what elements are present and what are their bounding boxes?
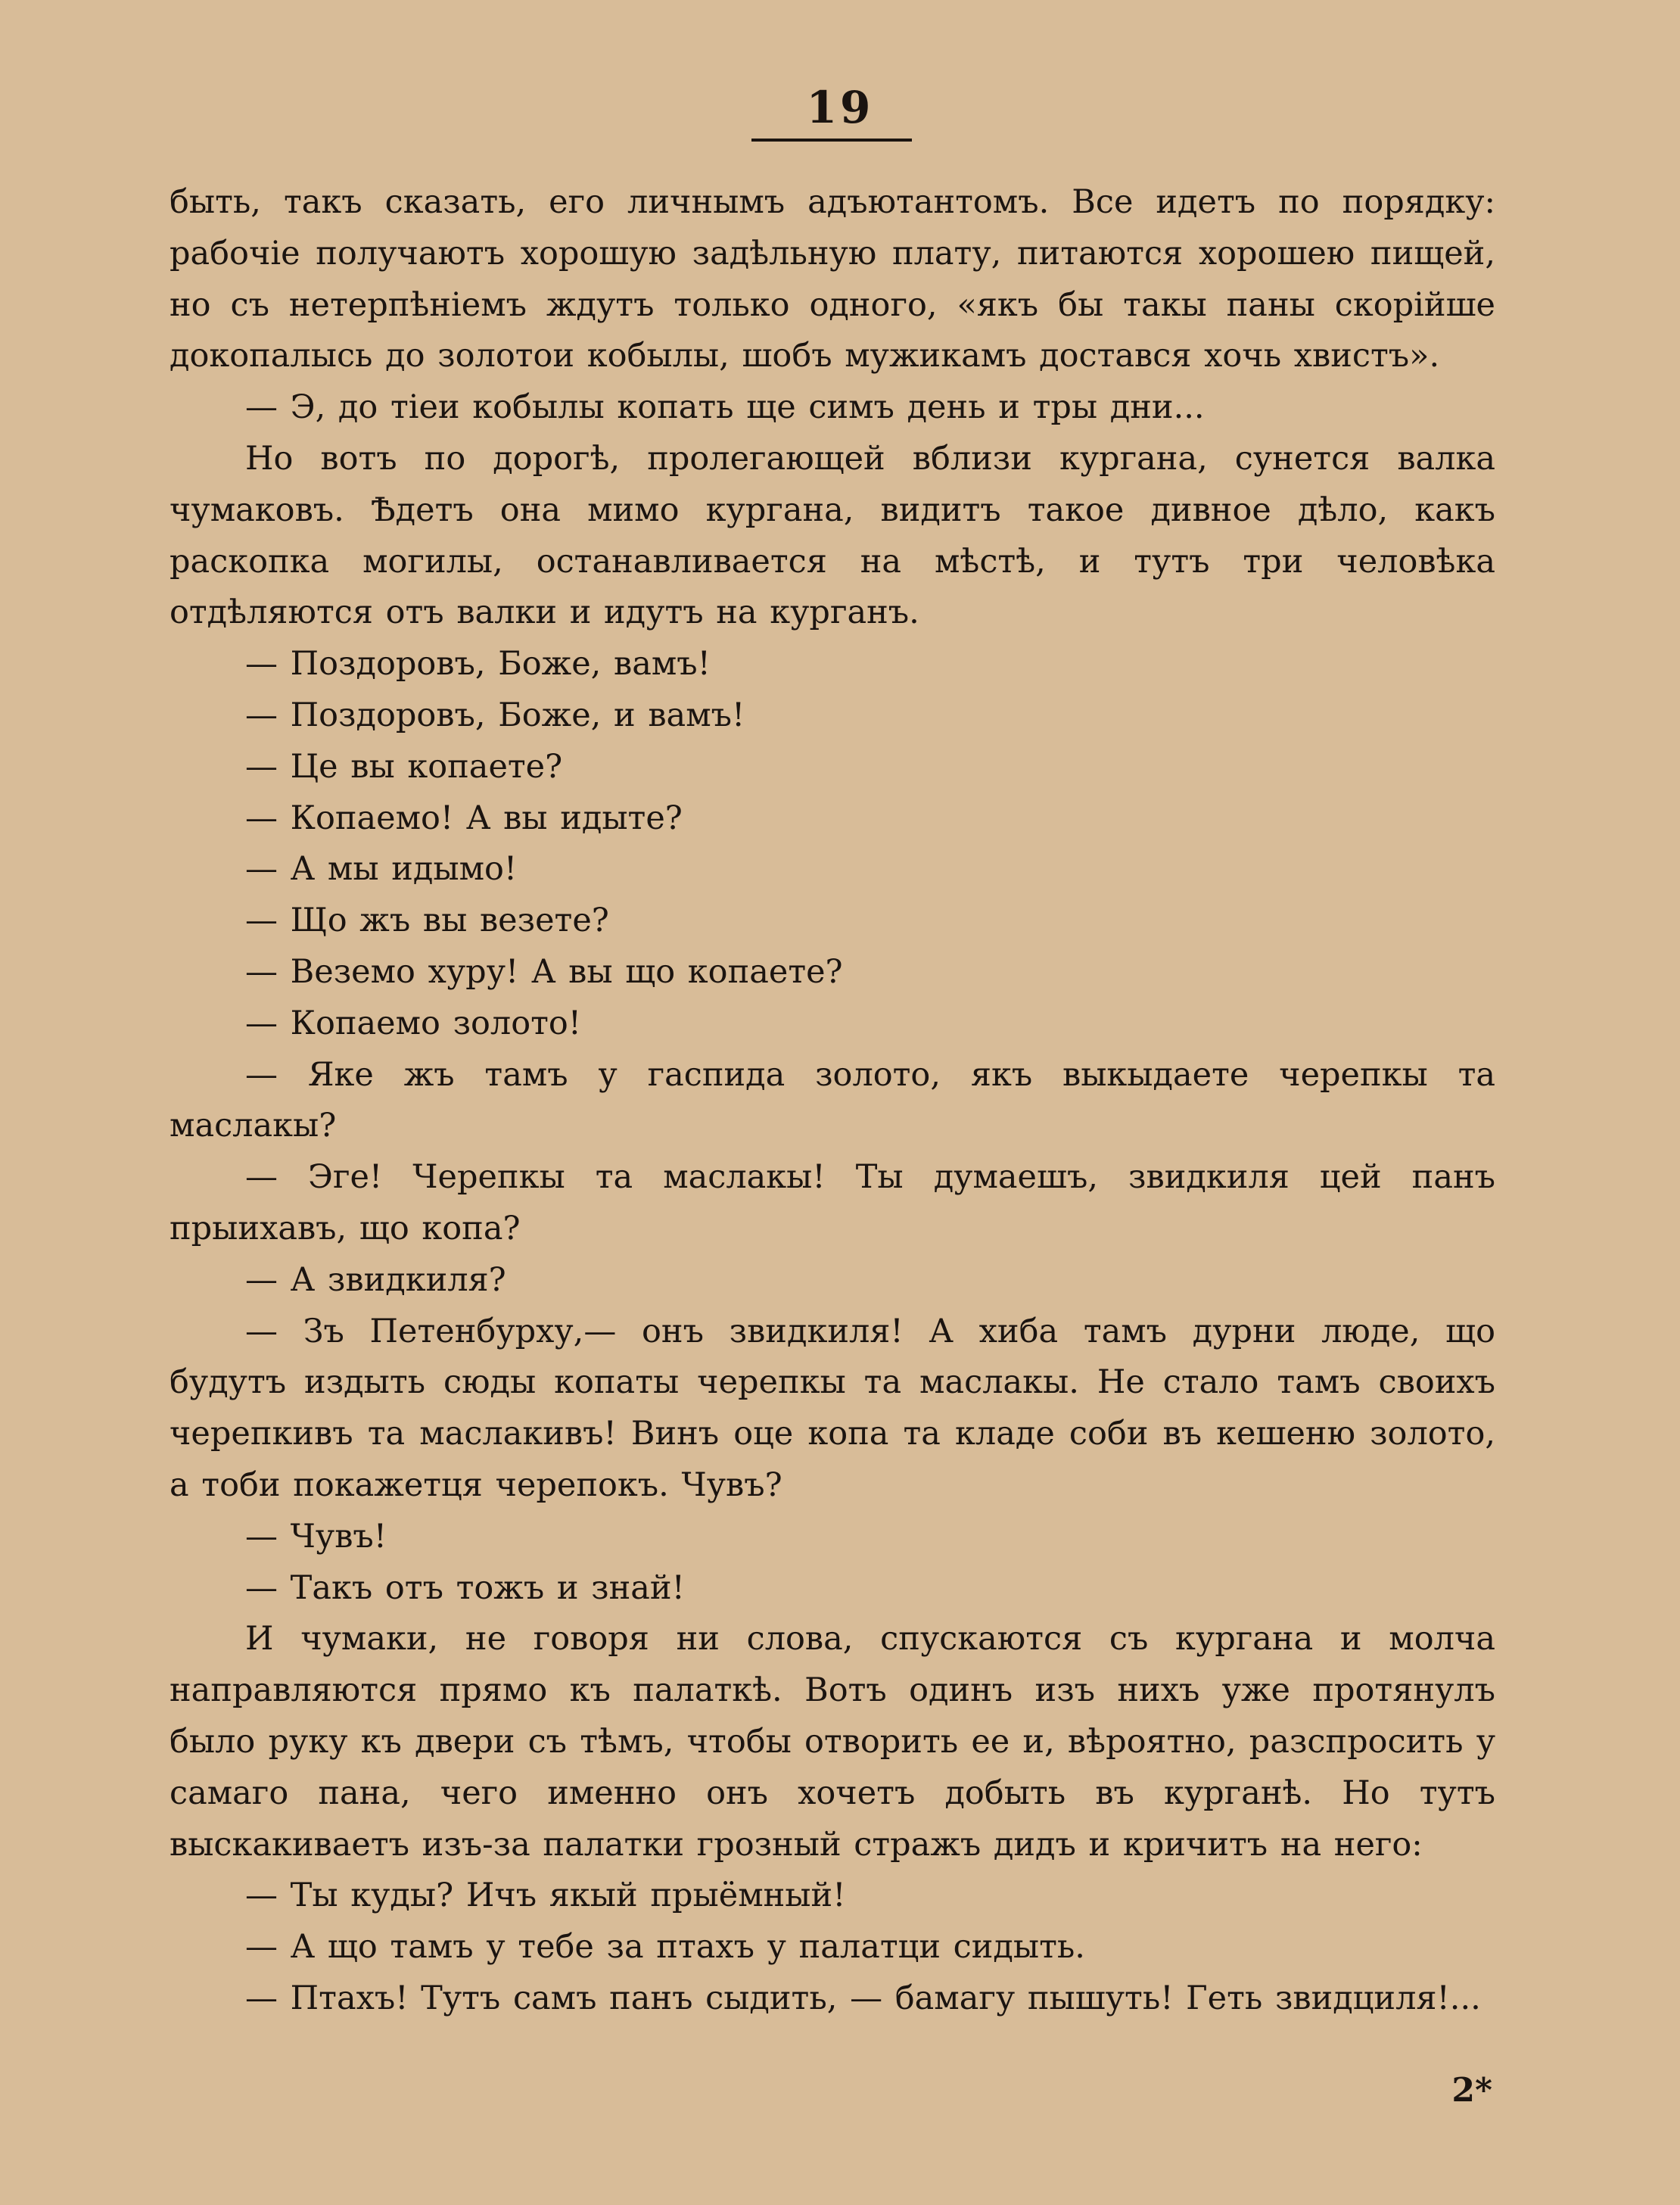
dialogue-line: — Э, до тіеи кобылы копать ще симъ день и тры дни...	[245, 388, 1205, 427]
dialogue-line: — Ты куды? Ичъ якый прыёмный!	[245, 1876, 846, 1915]
dialogue-line: — Веземо хуру! А вы що копаете?	[245, 952, 843, 991]
dialogue-line: — Эге! Черепкы та маслакы! Ты думаешъ, звидкиля цей панъ прыихавъ, що копа?	[170, 1158, 1495, 1247]
dialogue-line: — Такъ отъ тожъ и знай!	[245, 1568, 685, 1607]
page-number: 19	[806, 82, 874, 133]
dialogue-line: — А звидкиля?	[245, 1260, 506, 1299]
dialogue-line: — Зъ Петенбурху,— онъ звидкиля! А хиба тамъ дурни люде, що будутъ издыть сюды копаты черепкы та маслакы. Не стало тамъ своихъ черепкивъ та маслакивъ! Винъ оце копа та кладе соби въ кешеню золото, а тоби покажетця черепокъ. Чувъ?	[170, 1312, 1495, 1504]
dialogue-line: — Копаемо золото!	[245, 1004, 582, 1042]
dialogue-line: — Це вы копаете?	[245, 747, 563, 786]
dialogue-line: — Поздоровъ, Боже, и вамъ!	[245, 696, 745, 734]
dialogue-line: — Поздоровъ, Боже, вамъ!	[245, 645, 711, 684]
dialogue-line: — Чувъ!	[245, 1517, 387, 1556]
dialogue-line: — Птахъ! Тутъ самъ панъ сыдить, — бамагу пышуть! Геть звидциля!...	[245, 1979, 1481, 2017]
dialogue-line: — Що жъ вы везете?	[245, 902, 609, 940]
page-number-rule	[751, 139, 912, 142]
body-text	[170, 177, 1495, 2025]
paragraph: Но вотъ по дорогѣ, пролегающей вблизи кургана, сунется валка чумаковъ. Ѣдетъ она мимо кургана, видитъ такое дивное дѣло, какъ раскопка могилы, останавливается на мѣстѣ, и тутъ три человѣка отдѣляются отъ валки и идутъ на курганъ.	[170, 439, 1495, 632]
paragraph: И чумаки, не говоря ни слова, спускаются съ кургана и молча направляются прямо къ палаткѣ. Вотъ одинъ изъ нихъ уже протянулъ было руку къ двери съ тѣмъ, чтобы отворить ее и, вѣроятно, разспросить у самаго пана, чего именно онъ хочетъ добыть въ курганѣ. Но тутъ выскакиваетъ изъ-за палатки грозный стражъ дидъ и кричитъ на него:	[170, 1620, 1495, 1864]
dialogue-line: — Копаемо! А вы идыте?	[245, 799, 683, 837]
dialogue-line: — А мы идымо!	[245, 850, 518, 889]
dialogue-line: — Яке жъ тамъ у гаспида золото, якъ выкыдаете черепкы та маслакы?	[170, 1055, 1495, 1145]
signature-mark: 2*	[1451, 2071, 1492, 2110]
paragraph-continued: быть, такъ сказать, его личнымъ адъютантомъ. Все идетъ по порядку: рабочіе получаютъ хорошую задѣльную плату, питаются хорошею пищей, но съ нетерпѣніемъ ждутъ только одного, «якъ бы такы паны скорійше докопалысь до золотои кобылы, шобъ мужикамъ достався хочь хвистъ».	[170, 183, 1495, 375]
dialogue-line: — А що тамъ у тебе за птахъ у палатци сидыть.	[245, 1928, 1085, 1967]
